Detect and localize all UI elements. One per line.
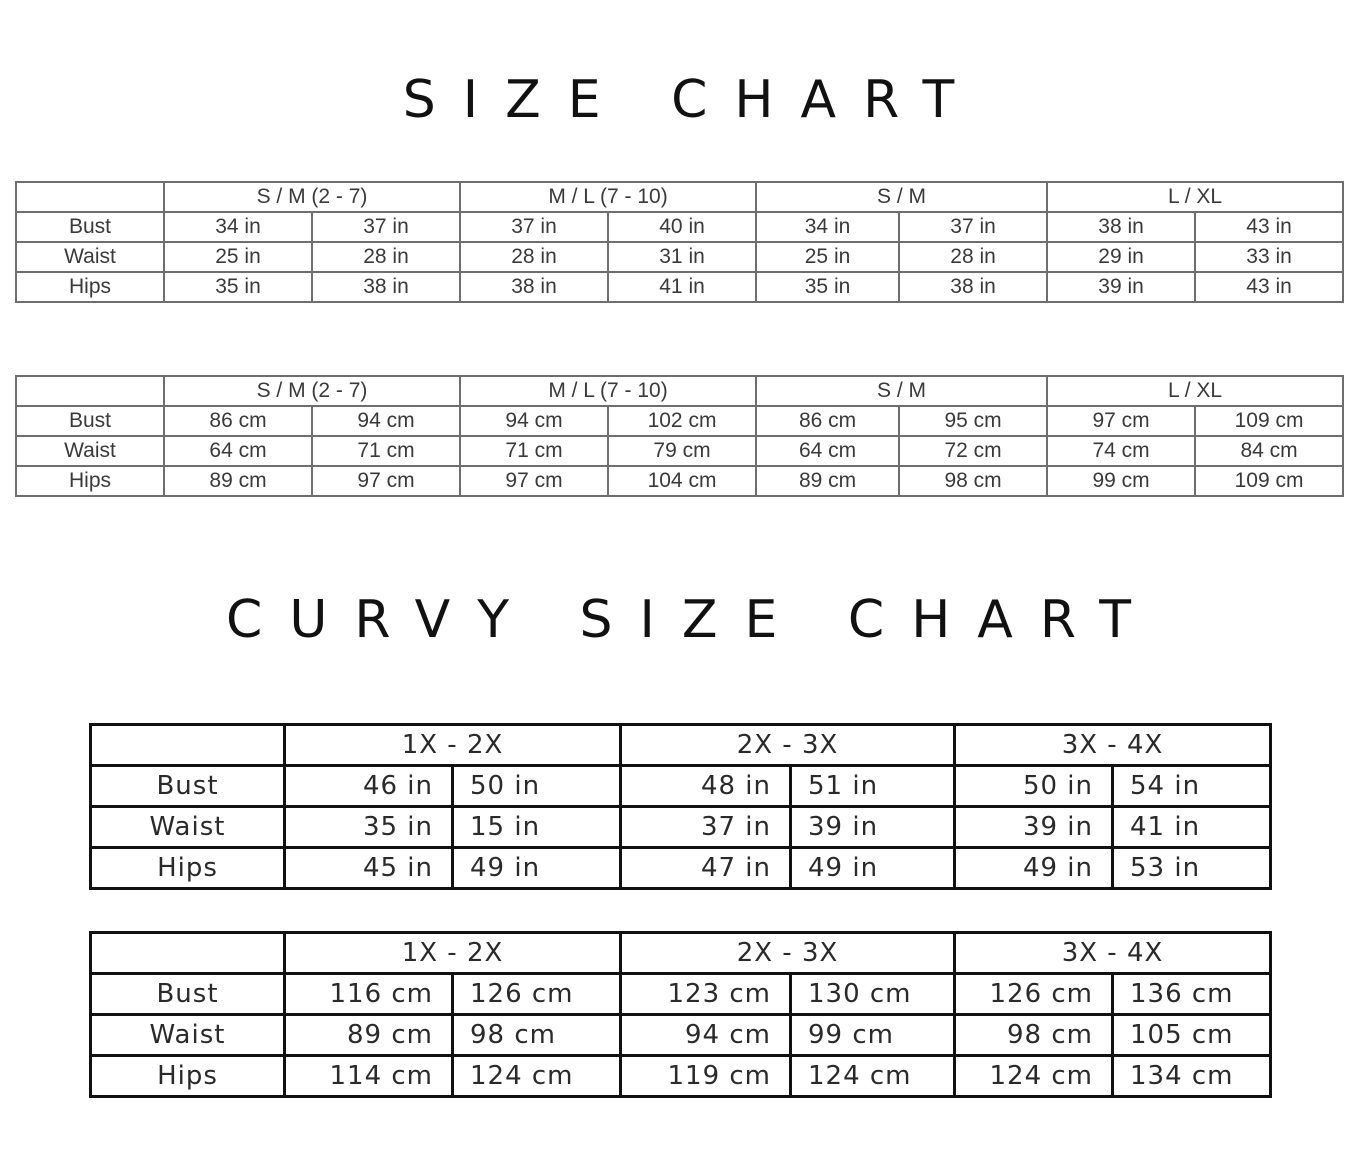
row-label: Bust — [91, 766, 285, 807]
table-row — [16, 466, 1343, 496]
table-cell: 136 cm — [1113, 974, 1271, 1015]
size-header: 1X - 2X — [285, 933, 621, 974]
standard-size-table-cm — [15, 375, 1344, 497]
table-cell: 47 in — [621, 848, 791, 889]
row-label: Bust — [16, 406, 164, 436]
table-cell: 28 in — [312, 242, 460, 272]
table-cell: 98 cm — [899, 466, 1047, 496]
row-label: Waist — [91, 807, 285, 848]
table-cell: 53 in — [1113, 848, 1271, 889]
size-header: 3X - 4X — [955, 725, 1271, 766]
table-row — [91, 848, 1271, 889]
table-cell: 35 in — [756, 272, 899, 302]
table-cell: 31 in — [608, 242, 756, 272]
table-cell: 29 in — [1047, 242, 1195, 272]
table-row — [16, 406, 1343, 436]
table-row — [16, 272, 1343, 302]
table-cell: 48 in — [621, 766, 791, 807]
row-label: Bust — [91, 974, 285, 1015]
table-cell: 109 cm — [1195, 466, 1343, 496]
row-label: Waist — [16, 242, 164, 272]
table-cell: 33 in — [1195, 242, 1343, 272]
table-cell: 94 cm — [460, 406, 608, 436]
row-label: Waist — [91, 1015, 285, 1056]
table-cell: 97 cm — [460, 466, 608, 496]
corner-cell — [16, 376, 164, 406]
size-header: 2X - 3X — [621, 725, 955, 766]
table-cell: 38 in — [899, 272, 1047, 302]
table-header-row — [91, 725, 1271, 766]
table-cell: 51 in — [791, 766, 955, 807]
size-header: S / M (2 - 7) — [164, 182, 460, 212]
table-cell: 50 in — [453, 766, 621, 807]
table-cell: 49 in — [791, 848, 955, 889]
size-header: L / XL — [1047, 182, 1343, 212]
table-cell: 99 cm — [791, 1015, 955, 1056]
table-cell: 86 cm — [756, 406, 899, 436]
row-label: Hips — [91, 848, 285, 889]
table-cell: 98 cm — [453, 1015, 621, 1056]
table-cell: 94 cm — [621, 1015, 791, 1056]
table-cell: 45 in — [285, 848, 453, 889]
table-cell: 49 in — [955, 848, 1113, 889]
table-header-row — [16, 376, 1343, 406]
table-cell: 124 cm — [453, 1056, 621, 1097]
table-cell: 25 in — [756, 242, 899, 272]
size-header: S / M — [756, 376, 1047, 406]
table-header-row — [16, 182, 1343, 212]
table-row — [16, 436, 1343, 466]
table-row — [16, 212, 1343, 242]
table-cell: 35 in — [285, 807, 453, 848]
table-cell: 54 in — [1113, 766, 1271, 807]
table-cell: 38 in — [460, 272, 608, 302]
table-cell: 39 in — [791, 807, 955, 848]
table-cell: 38 in — [312, 272, 460, 302]
table-cell: 43 in — [1195, 212, 1343, 242]
table-cell: 35 in — [164, 272, 312, 302]
size-header: L / XL — [1047, 376, 1343, 406]
standard-size-table-inches — [15, 181, 1344, 303]
table-row — [91, 766, 1271, 807]
table-cell: 74 cm — [1047, 436, 1195, 466]
size-header: S / M (2 - 7) — [164, 376, 460, 406]
row-label: Bust — [16, 212, 164, 242]
table-cell: 37 in — [621, 807, 791, 848]
table-cell: 72 cm — [899, 436, 1047, 466]
table-cell: 39 in — [1047, 272, 1195, 302]
table-cell: 46 in — [285, 766, 453, 807]
table-row — [91, 974, 1271, 1015]
table-cell: 40 in — [608, 212, 756, 242]
table-cell: 71 cm — [312, 436, 460, 466]
table-cell: 134 cm — [1113, 1056, 1271, 1097]
table-cell: 123 cm — [621, 974, 791, 1015]
table-row — [91, 807, 1271, 848]
table-cell: 64 cm — [756, 436, 899, 466]
row-label: Hips — [16, 466, 164, 496]
table-cell: 39 in — [955, 807, 1113, 848]
curvy-size-table-cm — [89, 931, 1272, 1098]
table-cell: 89 cm — [756, 466, 899, 496]
table-cell: 28 in — [460, 242, 608, 272]
size-header: 3X - 4X — [955, 933, 1271, 974]
size-header: M / L (7 - 10) — [460, 376, 756, 406]
table-cell: 86 cm — [164, 406, 312, 436]
table-cell: 97 cm — [1047, 406, 1195, 436]
table-cell: 43 in — [1195, 272, 1343, 302]
table-cell: 79 cm — [608, 436, 756, 466]
table-cell: 119 cm — [621, 1056, 791, 1097]
corner-cell — [16, 182, 164, 212]
table-cell: 105 cm — [1113, 1015, 1271, 1056]
table-cell: 95 cm — [899, 406, 1047, 436]
size-header: 2X - 3X — [621, 933, 955, 974]
table-cell: 104 cm — [608, 466, 756, 496]
table-cell: 98 cm — [955, 1015, 1113, 1056]
table-cell: 97 cm — [312, 466, 460, 496]
table-cell: 89 cm — [164, 466, 312, 496]
row-label: Hips — [16, 272, 164, 302]
table-cell: 28 in — [899, 242, 1047, 272]
table-cell: 126 cm — [955, 974, 1113, 1015]
table-cell: 41 in — [608, 272, 756, 302]
table-cell: 15 in — [453, 807, 621, 848]
table-cell: 37 in — [312, 212, 460, 242]
size-header: M / L (7 - 10) — [460, 182, 756, 212]
size-header: 1X - 2X — [285, 725, 621, 766]
table-cell: 99 cm — [1047, 466, 1195, 496]
table-cell: 34 in — [756, 212, 899, 242]
table-cell: 124 cm — [791, 1056, 955, 1097]
curvy-size-table-inches — [89, 723, 1272, 890]
table-cell: 130 cm — [791, 974, 955, 1015]
table-cell: 41 in — [1113, 807, 1271, 848]
table-cell: 116 cm — [285, 974, 453, 1015]
row-label: Hips — [91, 1056, 285, 1097]
table-cell: 38 in — [1047, 212, 1195, 242]
corner-cell — [91, 933, 285, 974]
table-row — [16, 242, 1343, 272]
size-chart-title: SIZE CHART — [402, 70, 982, 130]
table-cell: 124 cm — [955, 1056, 1113, 1097]
table-cell: 37 in — [899, 212, 1047, 242]
table-cell: 25 in — [164, 242, 312, 272]
table-cell: 71 cm — [460, 436, 608, 466]
table-cell: 102 cm — [608, 406, 756, 436]
row-label: Waist — [16, 436, 164, 466]
table-cell: 89 cm — [285, 1015, 453, 1056]
table-cell: 114 cm — [285, 1056, 453, 1097]
curvy-size-chart-title: CURVY SIZE CHART — [226, 590, 1158, 650]
table-row — [91, 1056, 1271, 1097]
table-cell: 37 in — [460, 212, 608, 242]
table-cell: 109 cm — [1195, 406, 1343, 436]
table-cell: 34 in — [164, 212, 312, 242]
table-cell: 84 cm — [1195, 436, 1343, 466]
table-cell: 94 cm — [312, 406, 460, 436]
table-cell: 50 in — [955, 766, 1113, 807]
table-cell: 64 cm — [164, 436, 312, 466]
table-cell: 126 cm — [453, 974, 621, 1015]
table-cell: 49 in — [453, 848, 621, 889]
table-row — [91, 1015, 1271, 1056]
table-header-row — [91, 933, 1271, 974]
corner-cell — [91, 725, 285, 766]
size-header: S / M — [756, 182, 1047, 212]
